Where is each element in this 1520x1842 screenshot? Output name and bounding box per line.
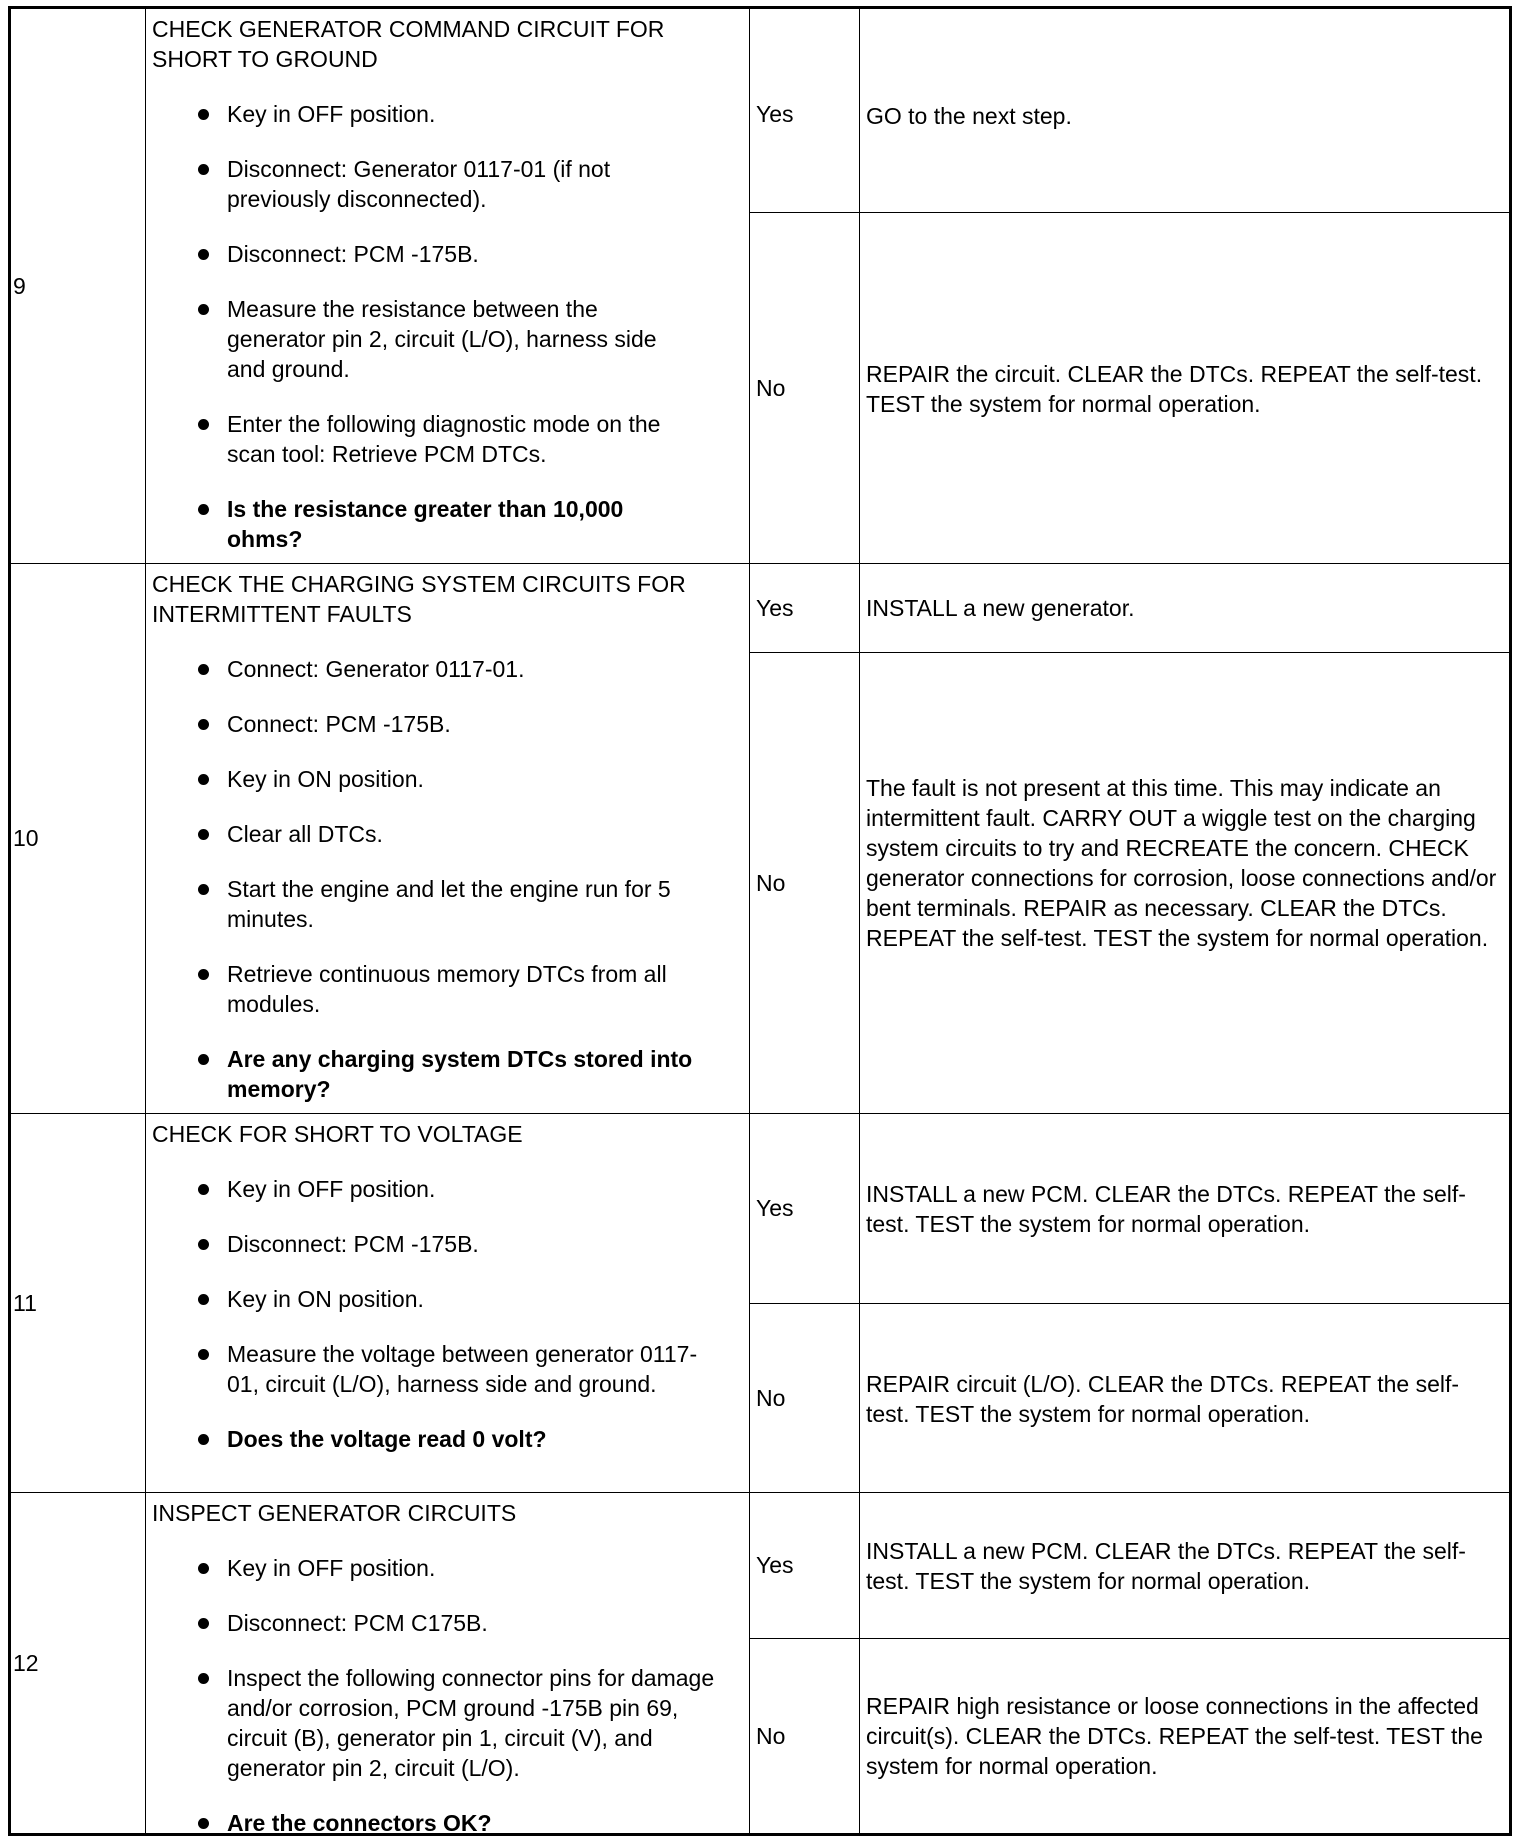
yes-action bbox=[860, 1114, 1509, 1303]
bullet-item: Start the engine and let the engine run for 5 minutes. bbox=[152, 874, 707, 934]
step-bullets bbox=[152, 99, 743, 554]
bullet-item: Key in OFF position. bbox=[152, 1553, 743, 1583]
step-question: Does the voltage read 0 volt? bbox=[152, 1424, 743, 1454]
no-action-text: The fault is not present at this time. This may indicate an intermittent fault. CARRY OUT a wiggle test on the charging system circuits to try and RECREATE the concern. CHECK generator connections for corrosion, loose connections and/or bent terminals. REPAIR as necessary. CLEAR the DTCs. REPEAT the self-test. TEST the system for normal operation. bbox=[866, 775, 1497, 951]
step-number: 12 bbox=[11, 1493, 146, 1833]
no-action bbox=[860, 1639, 1509, 1833]
yes-action bbox=[860, 564, 1509, 652]
step-title: CHECK THE CHARGING SYSTEM CIRCUITS FOR INTERMITTENT FAULTS bbox=[152, 571, 686, 627]
yes-label: Yes bbox=[750, 1114, 860, 1303]
no-action bbox=[860, 213, 1509, 564]
bullet-item: Disconnect: PCM C175B. bbox=[152, 1608, 743, 1638]
no-branch bbox=[750, 1304, 1509, 1493]
no-label: No bbox=[750, 213, 860, 564]
yes-branch bbox=[750, 564, 1509, 653]
test-cell bbox=[146, 1114, 750, 1492]
step-question: Are any charging system DTCs stored into memory? bbox=[152, 1044, 697, 1104]
step-title: CHECK GENERATOR COMMAND CIRCUIT FOR SHORT TO GROUND bbox=[152, 16, 665, 72]
yes-action bbox=[860, 9, 1509, 212]
no-branch bbox=[750, 1639, 1509, 1833]
yes-branch bbox=[750, 1493, 1509, 1639]
step-bullets bbox=[152, 654, 743, 1104]
test-cell bbox=[146, 9, 750, 563]
step-row-9 bbox=[11, 9, 1509, 564]
no-label: No bbox=[750, 653, 860, 1114]
yes-label: Yes bbox=[750, 9, 860, 212]
step-row-11 bbox=[11, 1114, 1509, 1493]
bullet-item: Connect: Generator 0117-01. bbox=[152, 654, 743, 684]
bullet-item: Disconnect: PCM -175B. bbox=[152, 239, 743, 269]
no-action-text: REPAIR the circuit. CLEAR the DTCs. REPEAT the self-test. TEST the system for normal operation. bbox=[866, 360, 1483, 417]
bullet-item: Measure the voltage between generator 0117-01, circuit (L/O), harness side and ground. bbox=[152, 1339, 707, 1399]
step-bullets bbox=[152, 1174, 743, 1454]
no-label: No bbox=[750, 1304, 860, 1493]
bullet-item: Inspect the following connector pins for damage and/or corrosion, PCM ground -175B pin 69, circuit (B), generator pin 1, circuit (V), and generator pin 2, circuit (L/O). bbox=[152, 1663, 732, 1783]
step-question: Are the connectors OK? bbox=[152, 1808, 743, 1838]
no-action-text: REPAIR circuit (L/O). CLEAR the DTCs. REPEAT the self-test. TEST the system for normal operation. bbox=[866, 1370, 1460, 1427]
step-title: INSPECT GENERATOR CIRCUITS bbox=[152, 1500, 517, 1526]
step-question: Is the resistance greater than 10,000 ohms? bbox=[152, 494, 677, 554]
yes-action-text: INSTALL a new generator. bbox=[866, 595, 1135, 621]
yes-branch bbox=[750, 1114, 1509, 1304]
step-row-10 bbox=[11, 564, 1509, 1114]
test-cell bbox=[146, 1493, 750, 1836]
bullet-item: Enter the following diagnostic mode on the scan tool: Retrieve PCM DTCs. bbox=[152, 409, 702, 469]
bullet-item: Disconnect: PCM -175B. bbox=[152, 1229, 743, 1259]
no-action-text: REPAIR high resistance or loose connections in the affected circuit(s). CLEAR the DTCs. REPEAT the self-test. TEST the system for normal operation. bbox=[866, 1693, 1483, 1779]
step-row-12 bbox=[11, 1493, 1509, 1836]
step-number: 9 bbox=[11, 9, 146, 563]
bullet-item: Disconnect: Generator 0117-01 (if not previously disconnected). bbox=[152, 154, 667, 214]
bullet-item: Key in ON position. bbox=[152, 764, 743, 794]
step-number: 11 bbox=[11, 1114, 146, 1492]
yes-action-text: GO to the next step. bbox=[866, 103, 1072, 129]
bullet-item: Connect: PCM -175B. bbox=[152, 709, 743, 739]
bullet-item: Measure the resistance between the generator pin 2, circuit (L/O), harness side and ground. bbox=[152, 294, 667, 384]
yes-action bbox=[860, 1493, 1509, 1638]
yes-branch bbox=[750, 9, 1509, 213]
diagnostic-table bbox=[8, 6, 1512, 1836]
yes-label: Yes bbox=[750, 1493, 860, 1638]
bullet-item: Key in OFF position. bbox=[152, 1174, 743, 1204]
yes-action-text: INSTALL a new PCM. CLEAR the DTCs. REPEAT the self-test. TEST the system for normal operation. bbox=[866, 1180, 1466, 1237]
yes-action-text: INSTALL a new PCM. CLEAR the DTCs. REPEAT the self-test. TEST the system for normal operation. bbox=[866, 1537, 1466, 1594]
no-branch bbox=[750, 213, 1509, 564]
bullet-item: Retrieve continuous memory DTCs from all modules. bbox=[152, 959, 667, 1019]
no-label: No bbox=[750, 1639, 860, 1833]
test-cell bbox=[146, 564, 750, 1113]
step-number: 10 bbox=[11, 564, 146, 1113]
no-action bbox=[860, 653, 1509, 1114]
bullet-item: Key in OFF position. bbox=[152, 99, 743, 129]
bullet-item: Clear all DTCs. bbox=[152, 819, 743, 849]
step-title: CHECK FOR SHORT TO VOLTAGE bbox=[152, 1121, 523, 1147]
no-action bbox=[860, 1304, 1509, 1493]
no-branch bbox=[750, 653, 1509, 1114]
yes-label: Yes bbox=[750, 564, 860, 652]
bullet-item: Key in ON position. bbox=[152, 1284, 743, 1314]
step-bullets bbox=[152, 1553, 743, 1838]
